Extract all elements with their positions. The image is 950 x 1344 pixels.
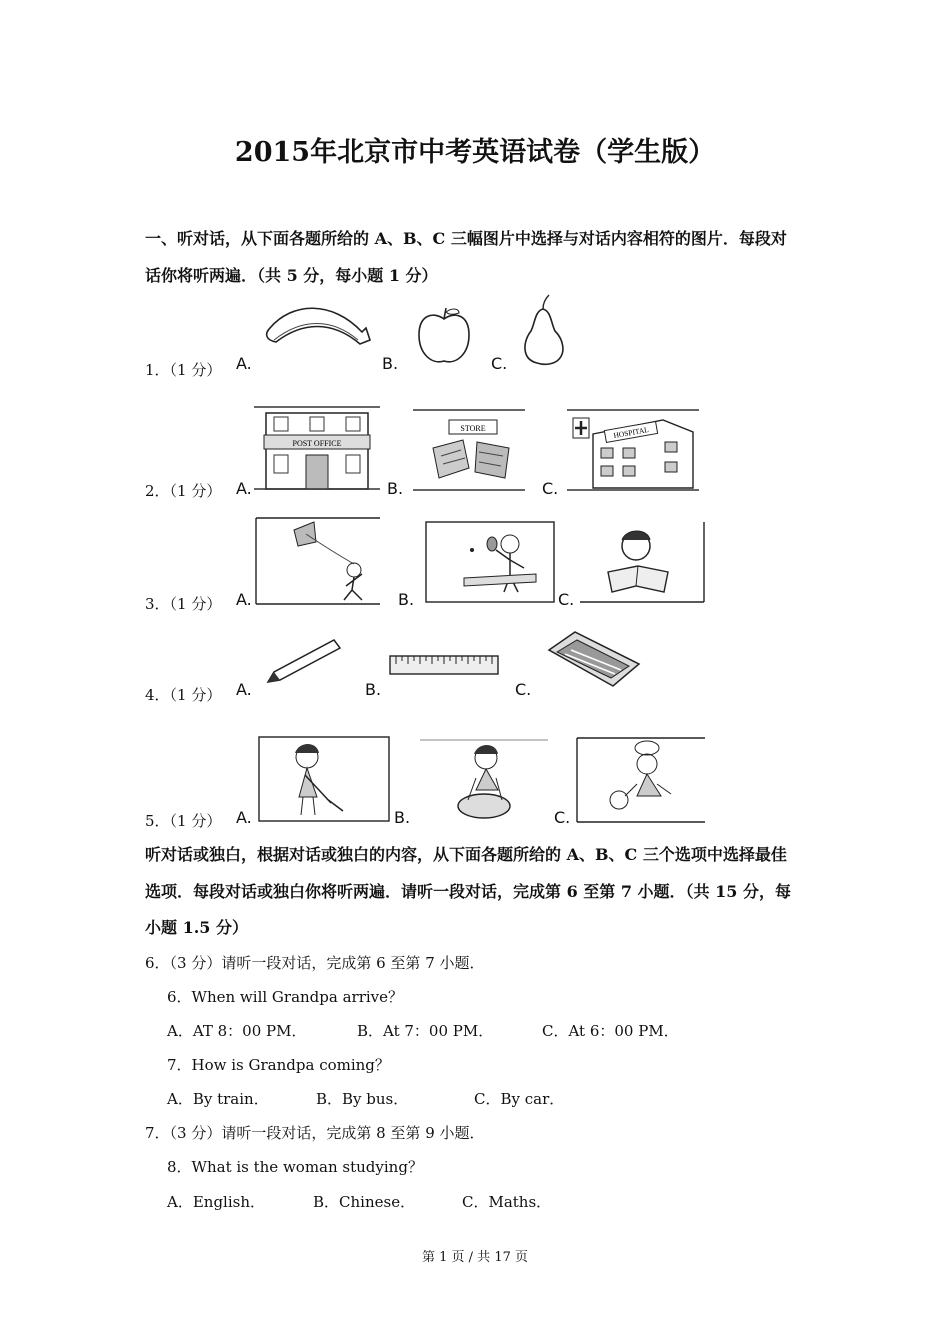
question-8-sub-question: 8．What is the woman studying？ <box>167 1158 423 1176</box>
q3-option-c-label: C. <box>558 590 575 609</box>
girl-sweeping-picture <box>257 735 391 823</box>
banana-picture <box>262 300 372 360</box>
post-office-picture <box>254 405 380 491</box>
q8-option-c: C．Maths． <box>462 1193 552 1211</box>
boy-reading-picture <box>578 520 706 604</box>
girl-cooking-picture <box>575 736 707 824</box>
q2-option-b-label: B. <box>387 479 404 498</box>
section1-instructions-line1: 一、听对话，从下面各题所给的 A、B、C 三幅图片中选择与对话内容相符的图片．每段对 <box>145 229 787 248</box>
q1-option-a-label: A. <box>236 354 252 373</box>
apple-picture <box>415 305 473 367</box>
q6-option-c: C．At 6：00 PM． <box>542 1022 679 1040</box>
boy-flying-kite-picture <box>254 516 380 606</box>
section2-instructions-line3: 小题 1.5 分） <box>145 918 248 937</box>
q3-option-a-label: A. <box>236 590 252 609</box>
q8-option-a: A．English． <box>167 1193 265 1211</box>
section1-instructions-line2: 话你将听两遍．（共 5 分，每小题 1 分） <box>145 266 438 285</box>
page-footer: 第 1 页 / 共 17 页 <box>422 1250 528 1265</box>
q5-option-b-label: B. <box>394 808 411 827</box>
q6-option-b: B．At 7：00 PM． <box>357 1022 494 1040</box>
page-title: 2015年北京市中考英语试卷（学生版） <box>234 137 716 168</box>
store-sign: STORE <box>460 424 486 433</box>
ruler-picture <box>388 654 500 678</box>
hospital-sign: HOSPITAL <box>612 424 650 441</box>
q5-option-a-label: A. <box>236 808 252 827</box>
section2-instructions-line2: 选项．每段对话或独白你将听两遍．请听一段对话，完成第 6 至第 7 小题．（共 15 分，每 <box>145 882 791 901</box>
q8-option-b: B．Chinese． <box>313 1193 416 1211</box>
question-6-header: 6．（3 分）请听一段对话，完成第 6 至第 7 小题． <box>145 954 485 972</box>
q7-option-c: C．By car． <box>474 1090 565 1108</box>
girl-washing-clothes-picture <box>418 738 550 824</box>
store-picture <box>413 408 525 492</box>
question-6-sub-question: 6．When will Grandpa arrive？ <box>167 988 404 1006</box>
question-1-number: 1．（1 分） <box>145 361 222 379</box>
q2-option-a-label: A. <box>236 479 252 498</box>
q4-option-b-label: B. <box>365 680 382 699</box>
q1-option-b-label: B. <box>382 354 399 373</box>
question-2-number: 2．（1 分） <box>145 482 222 500</box>
boy-ping-pong-picture <box>424 520 556 604</box>
pencil-case-picture <box>545 628 643 692</box>
question-5-number: 5．（1 分） <box>145 812 222 830</box>
pear-picture <box>517 293 567 368</box>
pencil-picture <box>264 636 344 686</box>
q2-option-c-label: C. <box>542 479 559 498</box>
q7-option-a: A．By train． <box>167 1090 269 1108</box>
q5-option-c-label: C. <box>554 808 571 827</box>
q1-option-c-label: C. <box>491 354 508 373</box>
post-office-sign: POST OFFICE <box>292 439 342 448</box>
hospital-picture <box>567 408 699 492</box>
q6-option-a: A．AT 8：00 PM． <box>167 1022 307 1040</box>
question-7-sub-question: 7．How is Grandpa coming？ <box>167 1056 390 1074</box>
question-3-number: 3．（1 分） <box>145 595 222 613</box>
q4-option-a-label: A. <box>236 680 252 699</box>
q4-option-c-label: C. <box>515 680 532 699</box>
section2-instructions-line1: 听对话或独白，根据对话或独白的内容，从下面各题所给的 A、B、C 三个选项中选择最佳 <box>145 845 787 864</box>
question-7-header: 7．（3 分）请听一段对话，完成第 8 至第 9 小题． <box>145 1124 485 1142</box>
question-4-number: 4．（1 分） <box>145 686 222 704</box>
q7-option-b: B．By bus． <box>316 1090 409 1108</box>
q3-option-b-label: B. <box>398 590 415 609</box>
